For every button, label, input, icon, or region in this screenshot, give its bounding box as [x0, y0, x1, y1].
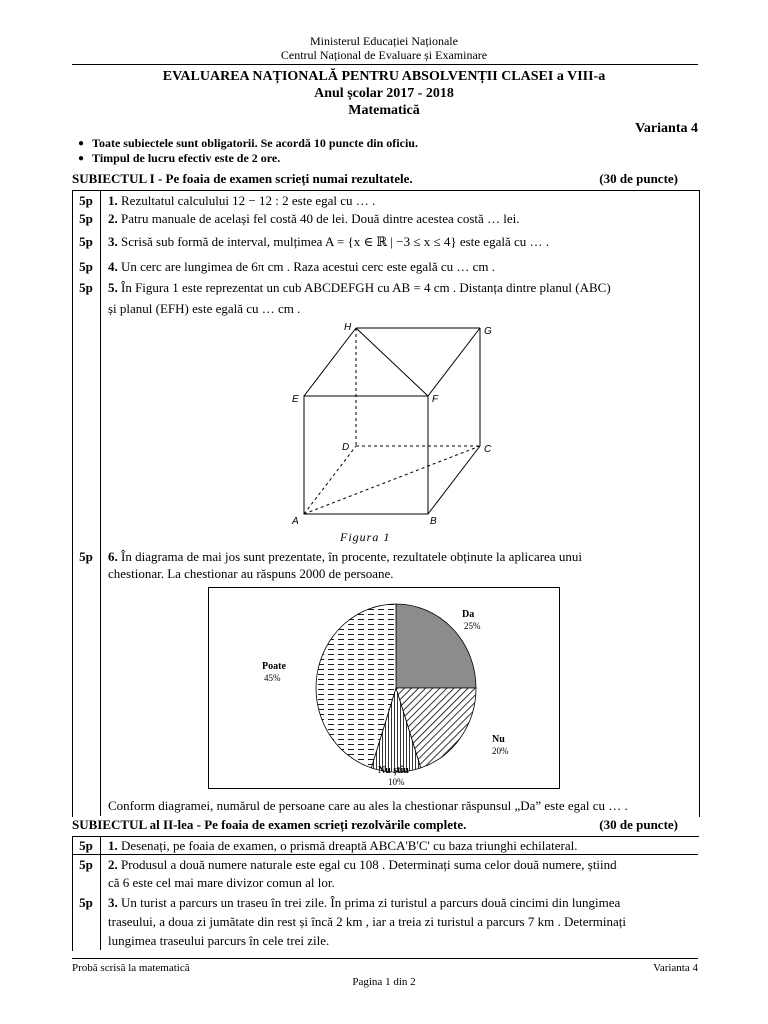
ministry-name: Ministerul Educației Naționale	[310, 34, 458, 48]
cube-label-g: G	[484, 326, 492, 337]
center-name: Centrul Național de Evaluare și Examinare	[280, 48, 488, 62]
cube-edge-bc	[428, 446, 480, 514]
legend-value-poate: 45%	[264, 673, 281, 683]
cube-label-b: B	[430, 516, 437, 527]
page-number: Pagina 1 din 2	[352, 976, 416, 988]
rules-list	[78, 136, 418, 166]
rule-item: ● Toate subiectele sunt obligatorii. Se acordă 10 puncte din oficiu.	[78, 136, 418, 150]
cube-figure	[280, 318, 510, 530]
cube-label-c: C	[484, 444, 492, 455]
legend-label-nu-stiu: Nu știu	[378, 765, 409, 776]
school-year: Anul școlar 2017 - 2018	[314, 86, 454, 101]
footer-left: Probă scrisă la matematică	[72, 962, 190, 974]
exam-page: Ministerul Educației Naționale Centrul Național de Evaluare și Examinare EVALUAREA NAȚIONALĂ PENTRU ABSOLVENȚII CLASEI a VIII-a Anul școlar 2017 - 2018 Matematică Varianta 4 ● Toate subiectele sunt obligatorii. Se acordă 10 puncte din oficiu. ● Timpul de lucru efectiv este de 2 ore. SUBIECTUL I - Pe foaia de examen scrieți numai rezultatele. (30 de puncte) 5p 1. Rezultatul calculului 12 − 12 : 2 este egal cu … . 5p 2. Patru manuale de același fel costă 40 de lei. Două dintre acestea costă … lei. 5p 3. Scrisă sub formă de interval, mulțimea A = {x ∈ ℝ | −3 ≤ x ≤ 4} este egală cu … . 5p 4. Un cerc are lungimea de 6π cm . Raza acestui cerc este egală cu … cm . 5p 5. În Figura 1 este reprezentat un cub ABCDEFGH cu AB = 4 cm . Distanța dintre planul (ABC) și planul (EFH) este egală cu … cm . A B C D E F G H Figura 1 5p 6. În diagrama de mai jos sunt prezentate, în procente, rezultatele obținute la aplicarea unui chestionar. La chestionar au răspuns 2000 de persoane. Da 25% Nu 20% Nu știu 10% Poate 45% Conform diagramei, numărul de persoane care au ales la chestionar răspunsul „Da” este egal cu … . SUBIECTUL al II-lea - Pe foaia de examen scrieți rezolvările complete. (30 de puncte) 5p 1. Desenați, pe foaia de examen, o prismă dreaptă ABCA'B'C' cu baza triunghi echilateral. 5p 2. Produsul a două numere naturale este egal cu 108 . Determinați suma celor două numere, știind că 6 este cel mai mare divizor comun al lor. 5p 3. Un turist a parcurs un traseu în trei zile. În prima zi turistul a parcurs două cincimi din lungimea traseului, a doua zi jumătate din rest și încă 2 km , iar a treia zi turistul a parcurs 7 km . Determinați lungimea traseului parcurs în cele trei zile. Probă scrisă la matematică Varianta 4 Pagina 1 din 2	[0, 0, 768, 1024]
cube-edge-ad	[304, 446, 356, 514]
cube-label-a: A	[292, 516, 299, 527]
cube-label-d: D	[342, 442, 350, 453]
cube-diagonal-hf	[356, 328, 428, 396]
rule-item: ● Timpul de lucru efectiv este de 2 ore.	[78, 151, 281, 165]
footer-rule	[72, 958, 698, 959]
cube-edge-fg	[428, 328, 480, 396]
footer-right: Varianta 4	[653, 962, 698, 974]
exam-title: EVALUAREA NAȚIONALĂ PENTRU ABSOLVENȚII CLASEI a VIII-a	[162, 69, 606, 84]
legend-value-da: 25%	[464, 621, 481, 631]
subject-name: Matematică	[348, 103, 420, 118]
legend-value-nu: 20%	[492, 746, 509, 756]
cube-label-h: H	[344, 322, 352, 333]
figure-caption: Figura 1	[340, 530, 391, 544]
subject2-heading: SUBIECTUL al II-lea - Pe foaia de examen scrieți rezolvările complete. (30 de puncte)	[72, 817, 678, 832]
header-rule	[72, 64, 698, 65]
footer	[72, 962, 698, 974]
cube-edge-eh	[304, 328, 356, 396]
subject2-row-rule	[72, 854, 698, 855]
pie-chart	[208, 587, 560, 789]
cube-label-f: F	[432, 394, 439, 405]
subject1-heading: SUBIECTUL I - Pe foaia de examen scrieți numai rezultatele. (30 de puncte)	[72, 171, 678, 186]
legend-label-da: Da	[462, 609, 475, 620]
legend-value-nu-stiu: 10%	[388, 777, 405, 787]
subject1-divider	[100, 190, 101, 816]
legend-label-poate: Poate	[262, 661, 286, 672]
cube-label-e: E	[292, 394, 299, 405]
variant-label: Varianta 4	[635, 121, 698, 136]
cube-front-face	[304, 396, 428, 514]
legend-label-nu: Nu	[492, 734, 505, 745]
